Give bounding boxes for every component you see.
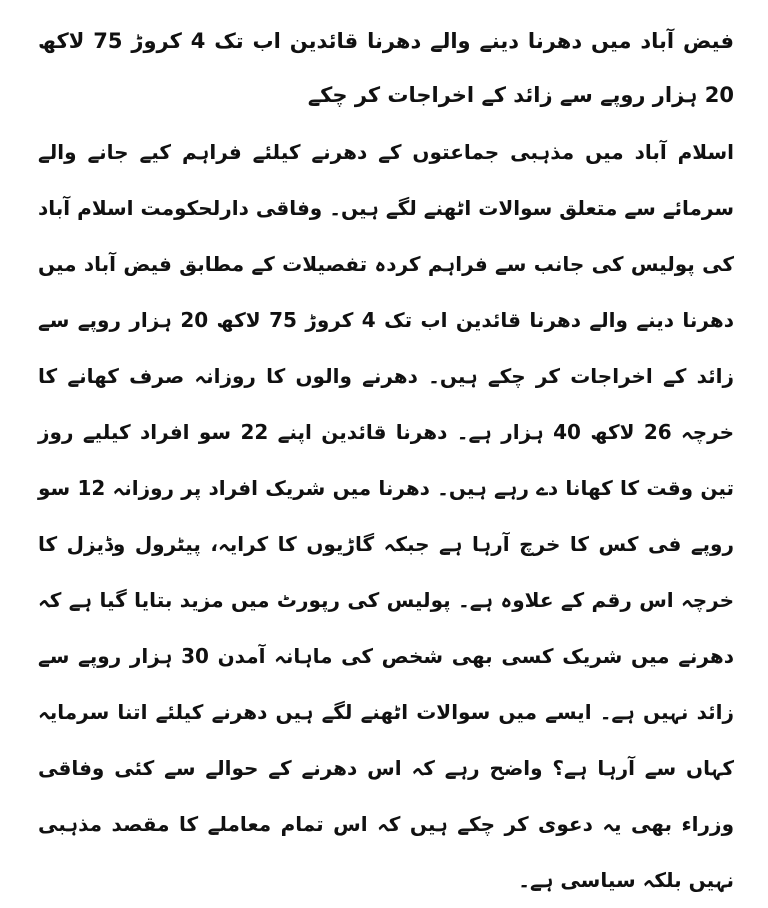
article: [38, 14, 734, 908]
article-headline: فیض آباد میں دھرنا دینے والے دھرنا قائدین اب تک 4 کروڑ 75 لاکھ 20 ہزار روپے سے زائد کے اخراجات کر چکے: [38, 29, 735, 107]
article-body: اسلام آباد میں مذہبی جماعتوں کے دھرنے کیلئے فراہم کیے جانے والے سرمائے سے متعلق سوالات اٹھنے لگے ہیں۔ وفاقی دارلحکومت اسلام آباد کی پولیس کی جانب سے فراہم کردہ تفصیلات کے مطابق فیض آباد میں دھرنا دینے والے دھرنا قائدین اب تک 4 کروڑ 75 لاکھ 20 ہزار روپے سے زائد کے اخراجات کر چکے ہیں۔ دھرنے والوں کا روزانہ صرف کھانے کا خرچہ 26 لاکھ 40 ہزار ہے۔ دھرنا قائدین اپنے 22 سو افراد کیلیے روز تین وقت کا کھانا دے رہے ہیں۔ دھرنا میں شریک افراد پر روزانہ 12 سو روپے فی کس کا خرچ آرہا ہے جبکہ گاڑیوں کا کرایہ، پیٹرول وڈیزل کا خرچہ اس رقم کے علاوہ ہے۔ پولیس کی رپورٹ میں مزید بتایا گیا ہے کہ دھرنے میں شریک کسی بھی شخص کی ماہانہ آمدن 30 ہزار روپے سے زائد نہیں ہے۔ ایسے میں سوالات اٹھنے لگے ہیں دھرنے کیلئے اتنا سرمایہ کہاں سے آرہا ہے؟ واضح رہے کہ اس دھرنے کے حوالے سے کئی وفاقی وزراء بھی یہ دعوی کر چکے ہیں کہ اس تمام معاملے کا مقصد مذہبی نہیں بلکہ سیاسی ہے۔: [38, 140, 735, 892]
